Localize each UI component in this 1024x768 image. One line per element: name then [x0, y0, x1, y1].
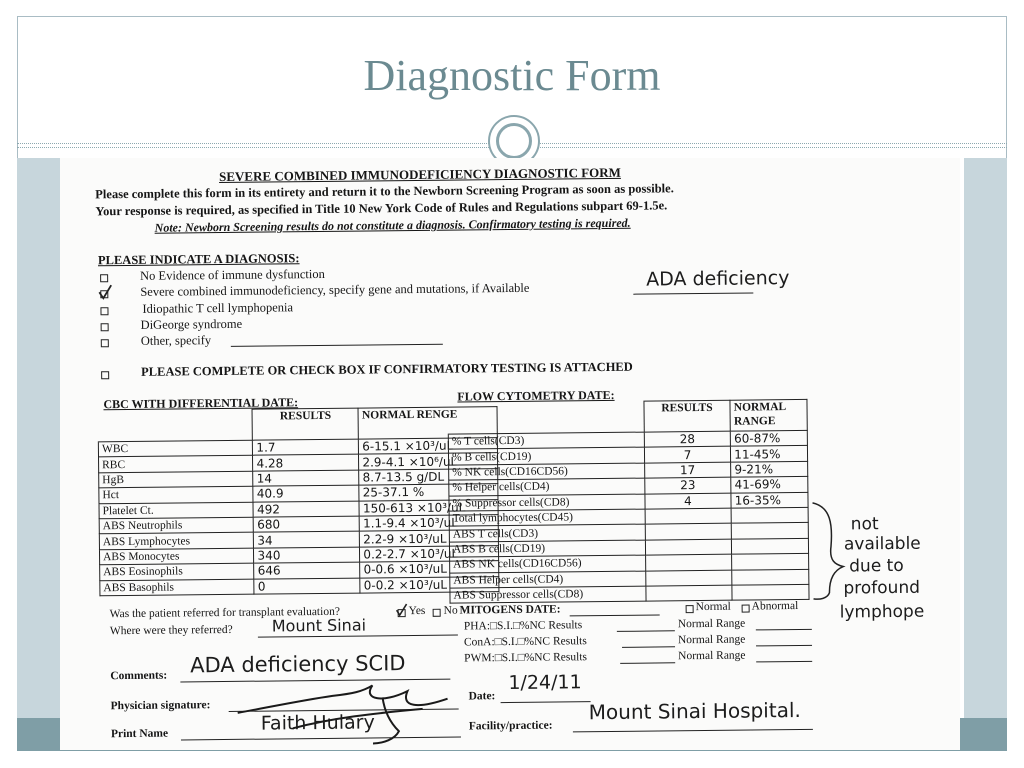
mitogen-results-line [622, 646, 675, 648]
diagnosis-option-3: Idiopathic T cell lymphopenia [142, 300, 294, 316]
cbc-label: ABS Neutrophils [99, 517, 254, 534]
mitogen-row-label: PHA:□S.I.□%NC Results [463, 619, 583, 633]
margin-note-line-4: profound [843, 577, 921, 599]
cbc-normal: 150-613 ×10³/uL [359, 499, 498, 516]
diagnosis-checkbox-3[interactable] [100, 307, 108, 315]
diagnosis-option-2: Severe combined immunodeficiency, specify gene and mutations, if Available [140, 280, 530, 299]
where-answer: Mount Sinai [271, 615, 367, 636]
cbc-normal: 2.2-9 ×10³/uL [360, 530, 499, 547]
mitogens-date-line [570, 614, 660, 616]
where-question: Where were they referred? [109, 623, 233, 638]
yes-label: Yes [408, 604, 426, 618]
diagnosis-option-4: DiGeorge syndrome [140, 316, 243, 332]
cbc-result: 680 [254, 516, 360, 532]
cbc-label: ABS Lymphocytes [99, 533, 254, 550]
left-accent-band [17, 158, 60, 720]
check-mark-icon [98, 284, 112, 300]
flow-label: % T cells(CD3) [448, 432, 644, 449]
margin-note-line-2: available [843, 533, 921, 555]
flow-label: ABS Suppressor cells(CD8) [450, 586, 646, 603]
flow-normal [731, 507, 808, 523]
mitogens-normal-label: Normal [695, 600, 731, 614]
cbc-result: 40.9 [253, 485, 359, 501]
no-checkbox[interactable] [433, 609, 441, 617]
diagnosis-heading: PLEASE INDICATE A DIAGNOSIS: [97, 251, 300, 268]
form-note: Note: Newborn Screening results do not constitute a diagnosis. Confirmatory testing is required. [154, 215, 631, 235]
mitogen-range-label: Normal Range [678, 649, 746, 663]
flow-normal [732, 554, 809, 570]
print-name-value: Faith Hulary [260, 711, 375, 735]
margin-note-line-5: lymphope [839, 601, 925, 623]
cbc-result: 14 [253, 470, 359, 486]
facility-line [573, 729, 813, 733]
margin-note-line-3: due to [849, 555, 904, 577]
transplant-question: Was the patient referred for transplant evaluation? [109, 605, 340, 621]
signature-label: Physician signature: [110, 699, 211, 713]
cbc-result: 34 [254, 531, 360, 547]
other-specify-line [231, 344, 443, 347]
diagnosis-checkbox-5[interactable] [101, 339, 109, 347]
comments-label: Comments: [110, 669, 168, 683]
flow-label: ABS Helper cells(CD4) [450, 571, 646, 588]
flow-result: 4 [645, 493, 732, 509]
facility-value: Mount Sinai Hospital. [588, 697, 801, 725]
flow-normal [732, 584, 809, 600]
cbc-normal: 25-37.1 % [359, 484, 498, 501]
flow-label: % Helper cells(CD4) [449, 478, 645, 495]
cbc-label: Hct [99, 486, 254, 503]
date-label: Date: [468, 690, 496, 703]
flow-normal: 60-87% [731, 430, 808, 446]
cbc-normal: 8.7-13.5 g/DL [359, 468, 498, 485]
flow-normal: 11-45% [731, 446, 808, 462]
mitogen-range-line [756, 629, 812, 631]
cbc-result: 4.28 [253, 454, 359, 470]
cbc-table [98, 406, 500, 596]
mitogen-range-label: Normal Range [677, 617, 746, 631]
cbc-label: ABS Monocytes [99, 548, 254, 565]
flow-heading: FLOW CYTOMETRY DATE: [457, 387, 615, 404]
mitogen-row-label: ConA:□S.I.□%NC Results [463, 635, 587, 649]
gene-answer-line [633, 292, 753, 294]
table-row [100, 576, 499, 596]
form-heading: SEVERE COMBINED IMMUNODEFICIENCY DIAGNOSTIC FORM [218, 164, 621, 185]
flow-normal-header: NORMAL RANGE [730, 399, 807, 431]
check-mark-icon [396, 603, 408, 617]
flow-label: % B cells(CD19) [448, 447, 644, 464]
cbc-result: 340 [254, 547, 360, 563]
flow-normal [731, 523, 808, 539]
mitogens-normal-checkbox[interactable] [686, 605, 694, 613]
diagnosis-checkbox-1[interactable] [100, 274, 108, 282]
date-line [501, 701, 591, 703]
flow-table [447, 399, 809, 604]
confirmatory-checkbox[interactable] [101, 371, 109, 379]
cbc-label: WBC [98, 440, 253, 457]
facility-label: Facility/practice: [468, 719, 553, 733]
cbc-normal: 0.2-2.7 ×10³/uL [360, 545, 499, 562]
flow-normal [732, 569, 809, 585]
confirmatory-label: PLEASE COMPLETE OR CHECK BOX IF CONFIRMATORY TESTING IS ATTACHED [141, 359, 633, 379]
flow-result: 28 [644, 431, 731, 447]
cbc-result: 646 [254, 562, 360, 578]
margin-note-line-1: not [850, 514, 879, 535]
flow-label: ABS NK cells(CD16CD56) [450, 555, 646, 572]
comments-value: ADA deficiency SCID [190, 651, 406, 678]
cbc-normal: 1.1-9.4 ×10³/uL [359, 515, 498, 532]
mitogen-range-line [756, 661, 812, 663]
flow-normal: 41-69% [731, 477, 808, 493]
mitogen-range-label: Normal Range [677, 633, 746, 647]
flow-result [645, 524, 732, 540]
flow-normal: 9-21% [731, 461, 808, 477]
flow-normal [732, 538, 809, 554]
flow-results-header: RESULTS [644, 400, 731, 432]
cbc-label: ABS Eosinophils [100, 563, 255, 580]
flow-result [645, 570, 732, 586]
scanned-form [60, 158, 960, 750]
cbc-normal-header: NORMAL RENGE [358, 407, 497, 439]
flow-result [645, 554, 732, 570]
flow-label: Total lymphocytes(CD45) [449, 509, 645, 526]
mitogens-abnormal-label: Abnormal [751, 599, 799, 613]
cbc-normal: 2.9-4.1 ×10⁶/uL [359, 453, 498, 470]
diagnosis-checkbox-4[interactable] [101, 323, 109, 331]
cbc-result: 1.7 [253, 439, 359, 455]
cbc-normal: 0-0.2 ×10³/uL [360, 576, 499, 593]
slide-title: Diagnostic Form [363, 51, 661, 100]
flow-normal: 16-35% [731, 492, 808, 508]
flow-result [645, 508, 732, 524]
flow-result: 7 [644, 447, 731, 463]
flow-result [646, 585, 733, 601]
mitogen-results-line [620, 662, 675, 664]
mitogens-abnormal-checkbox[interactable] [742, 604, 750, 612]
flow-label: ABS T cells(CD3) [449, 524, 645, 541]
cbc-result: 0 [254, 578, 360, 594]
flow-label: ABS B cells(CD19) [449, 540, 645, 557]
form-instruction-2: Your response is required, as specified in Title 10 New York Code of Rules and Regulations subpart 69-1.5e. [95, 198, 668, 219]
date-value: 1/24/11 [508, 671, 582, 695]
cbc-label: ABS Basophils [100, 579, 255, 596]
cbc-label: HgB [99, 471, 254, 488]
form-instruction-1: Please complete this form in its entirety and return it to the Newborn Screening Program as soon as possible. [95, 181, 674, 202]
cbc-normal: 6-15.1 ×10³/uL [359, 438, 498, 455]
no-label: No [443, 604, 458, 617]
diagnosis-handwritten: ADA deficiency [646, 267, 790, 291]
right-accent-band [964, 158, 1007, 720]
cbc-heading: CBC WITH DIFFERENTIAL DATE: [103, 395, 299, 412]
flow-label: % NK cells(CD16CD56) [449, 463, 645, 480]
cbc-result: 492 [253, 501, 359, 517]
cbc-results-header: RESULTS [252, 408, 358, 440]
mitogens-heading: MITOGENS DATE: [459, 603, 561, 617]
mitogen-range-line [756, 645, 812, 647]
cbc-normal: 0-0.6 ×10³/uL [360, 561, 499, 578]
diagnosis-option-5: Other, specify [140, 333, 212, 348]
cbc-label: RBC [99, 456, 254, 473]
flow-label: % Suppressor cells(CD8) [449, 494, 645, 511]
mitogen-row-label: PWM:□S.I.□%NC Results [464, 651, 588, 665]
diagnosis-option-1: No Evidence of immune dysfunction [140, 266, 325, 283]
flow-result: 23 [644, 477, 731, 493]
flow-result [645, 539, 732, 555]
flow-result: 17 [644, 462, 731, 478]
mitogen-results-line [617, 630, 675, 632]
cbc-label: Platelet Ct. [99, 502, 254, 519]
print-name-label: Print Name [110, 727, 169, 741]
divider-ornament-ring [496, 123, 532, 159]
